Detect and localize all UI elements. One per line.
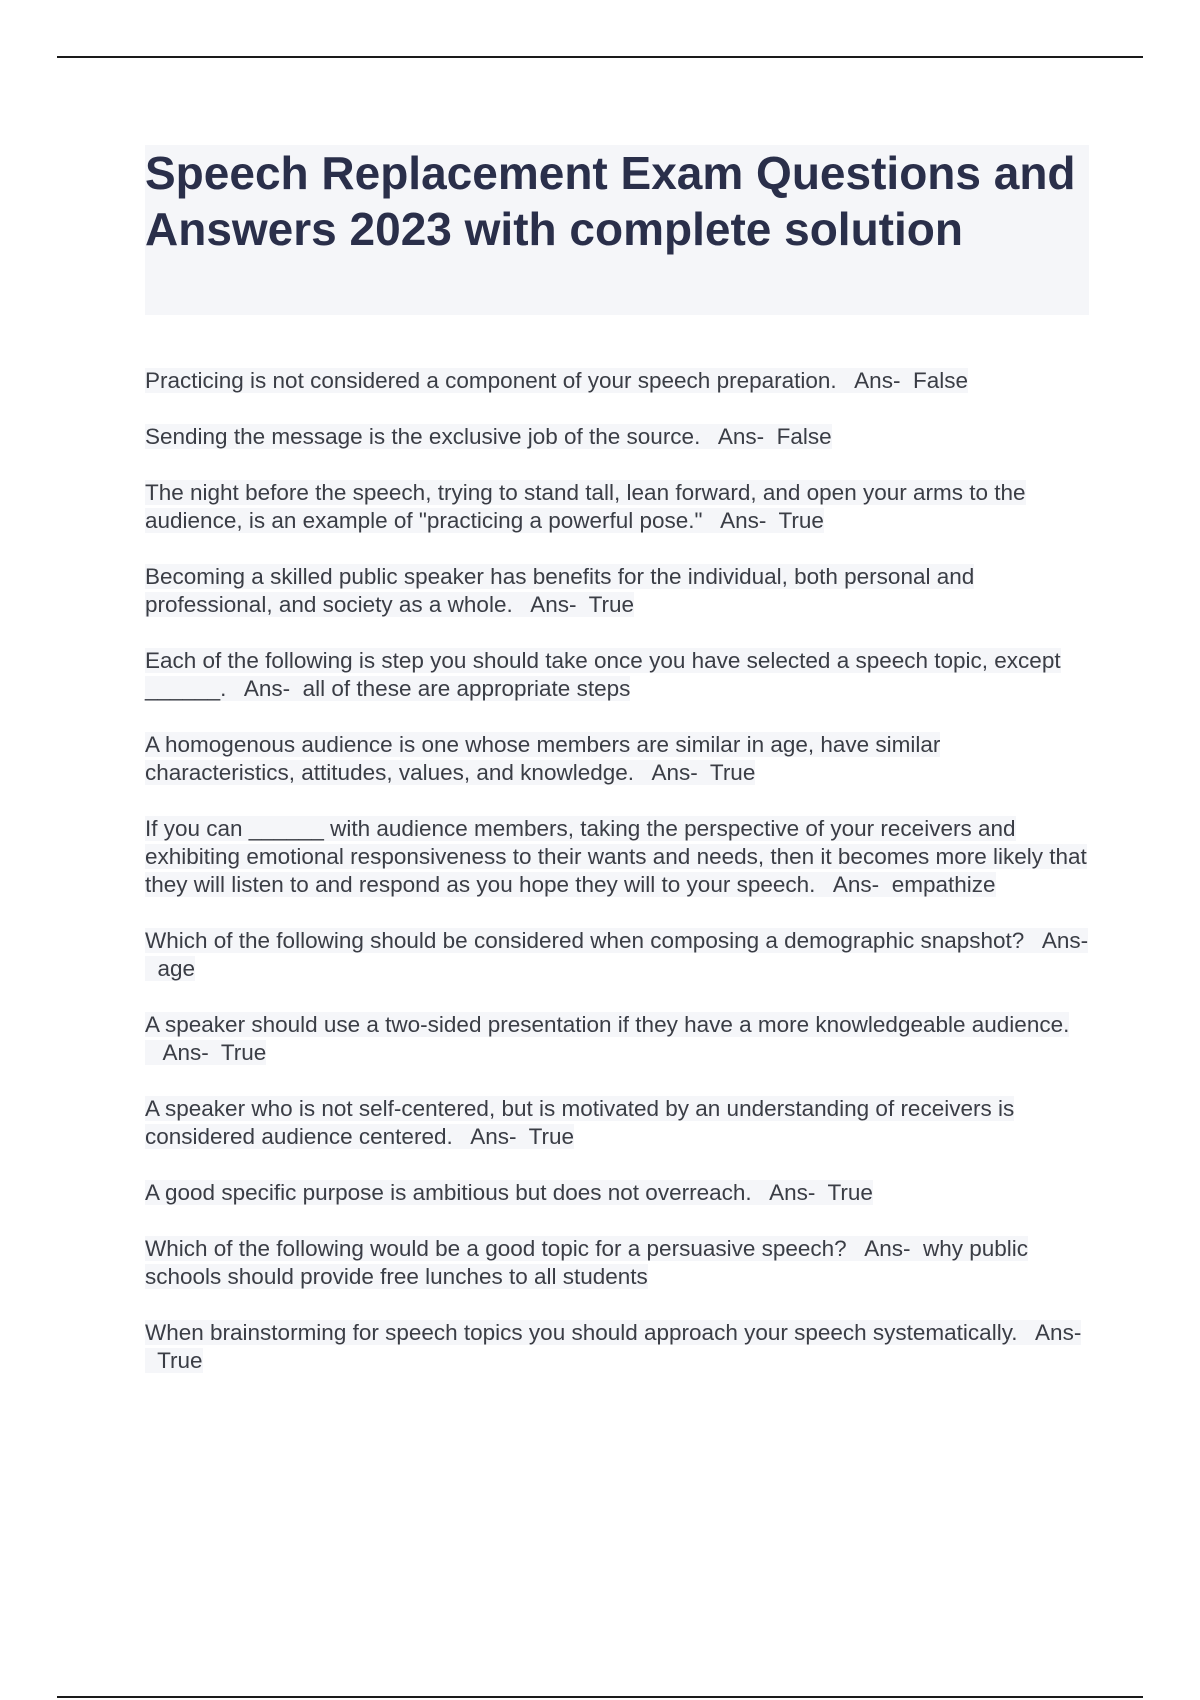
question-text: Sending the message is the exclusive job of the source. [145,424,701,449]
question-text: A homogenous audience is one whose members are similar in age, have similar characteristics, attitudes, values, and knowledge. [145,732,941,785]
qa-item [145,367,1089,395]
answer-text: all of these are appropriate steps [302,676,631,701]
question-text: A speaker who is not self-centered, but is motivated by an understanding of receivers is considered audience centered. [145,1096,1015,1149]
answer-prefix: Ans- [1041,928,1089,953]
question-text: Each of the following is step you should take once you have selected a speech topic, except ______. [145,648,1061,701]
qa-item [145,731,1089,787]
question-text: A speaker should use a two-sided presentation if they have a more knowledgeable audience. [145,1012,1070,1037]
answer-prefix: Ans- [864,1236,911,1261]
qa-item [145,1179,1089,1207]
qa-item [145,1095,1089,1151]
question-text: Practicing is not considered a component of your speech preparation. [145,368,837,393]
answer-text: True [709,760,756,785]
question-text: When brainstorming for speech topics you should approach your speech systematically. [145,1320,1018,1345]
answer-prefix: Ans- [470,1124,517,1149]
answer-prefix: Ans- [162,1040,209,1065]
qa-item [145,647,1089,703]
answer-prefix: Ans- [769,1180,816,1205]
title-block [145,145,1089,315]
question-text: Which of the following should be considered when composing a demographic snapshot? [145,928,1025,953]
answer-text: True [528,1124,575,1149]
qa-item [145,563,1089,619]
footer-rule [57,1696,1143,1698]
answer-prefix: Ans- [530,592,577,617]
document-title: Speech Replacement Exam Questions and Answers 2023 with complete solution [145,147,1076,255]
answer-prefix: Ans- [243,676,291,701]
header-rule [57,56,1143,58]
qa-list [145,367,1089,1375]
answer-prefix: Ans- [720,508,767,533]
qa-item [145,815,1089,899]
qa-item [145,423,1089,451]
answer-text: age [157,956,196,981]
qa-item [145,1011,1089,1067]
question-text: A good specific purpose is ambitious but does not overreach. [145,1180,752,1205]
answer-text: True [827,1180,873,1205]
answer-prefix: Ans- [832,872,880,897]
answer-prefix: Ans- [1035,1320,1082,1345]
qa-item [145,1319,1089,1375]
qa-item [145,1235,1089,1291]
answer-prefix: Ans- [651,760,698,785]
question-text: Which of the following would be a good topic for a persuasive speech? [145,1236,847,1261]
answer-text: True [778,508,824,533]
question-text: If you can ______ with audience members, taking the perspective of your receivers and exhibiting emotional responsiveness to their wants and needs, then it becomes more likely that they will listen to and respond as you hope they will to your speech. [145,816,1087,897]
answer-prefix: Ans- [717,424,765,449]
answer-text: why public schools should provide free lunches to all students [145,1236,1029,1289]
answer-prefix: Ans- [854,368,901,393]
answer-text: True [157,1348,203,1373]
answer-text: False [912,368,968,393]
qa-item [145,479,1089,535]
page-content [145,145,1089,1403]
question-text: The night before the speech, trying to stand tall, lean forward, and open your arms to the audience, is an example of "practicing a powerful pose." [145,480,1026,533]
question-text: Becoming a skilled public speaker has benefits for the individual, both personal and professional, and society as a whole. [145,564,975,617]
answer-text: True [588,592,635,617]
qa-item [145,927,1089,983]
answer-text: True [220,1040,267,1065]
answer-text: False [776,424,832,449]
answer-text: empathize [891,872,996,897]
